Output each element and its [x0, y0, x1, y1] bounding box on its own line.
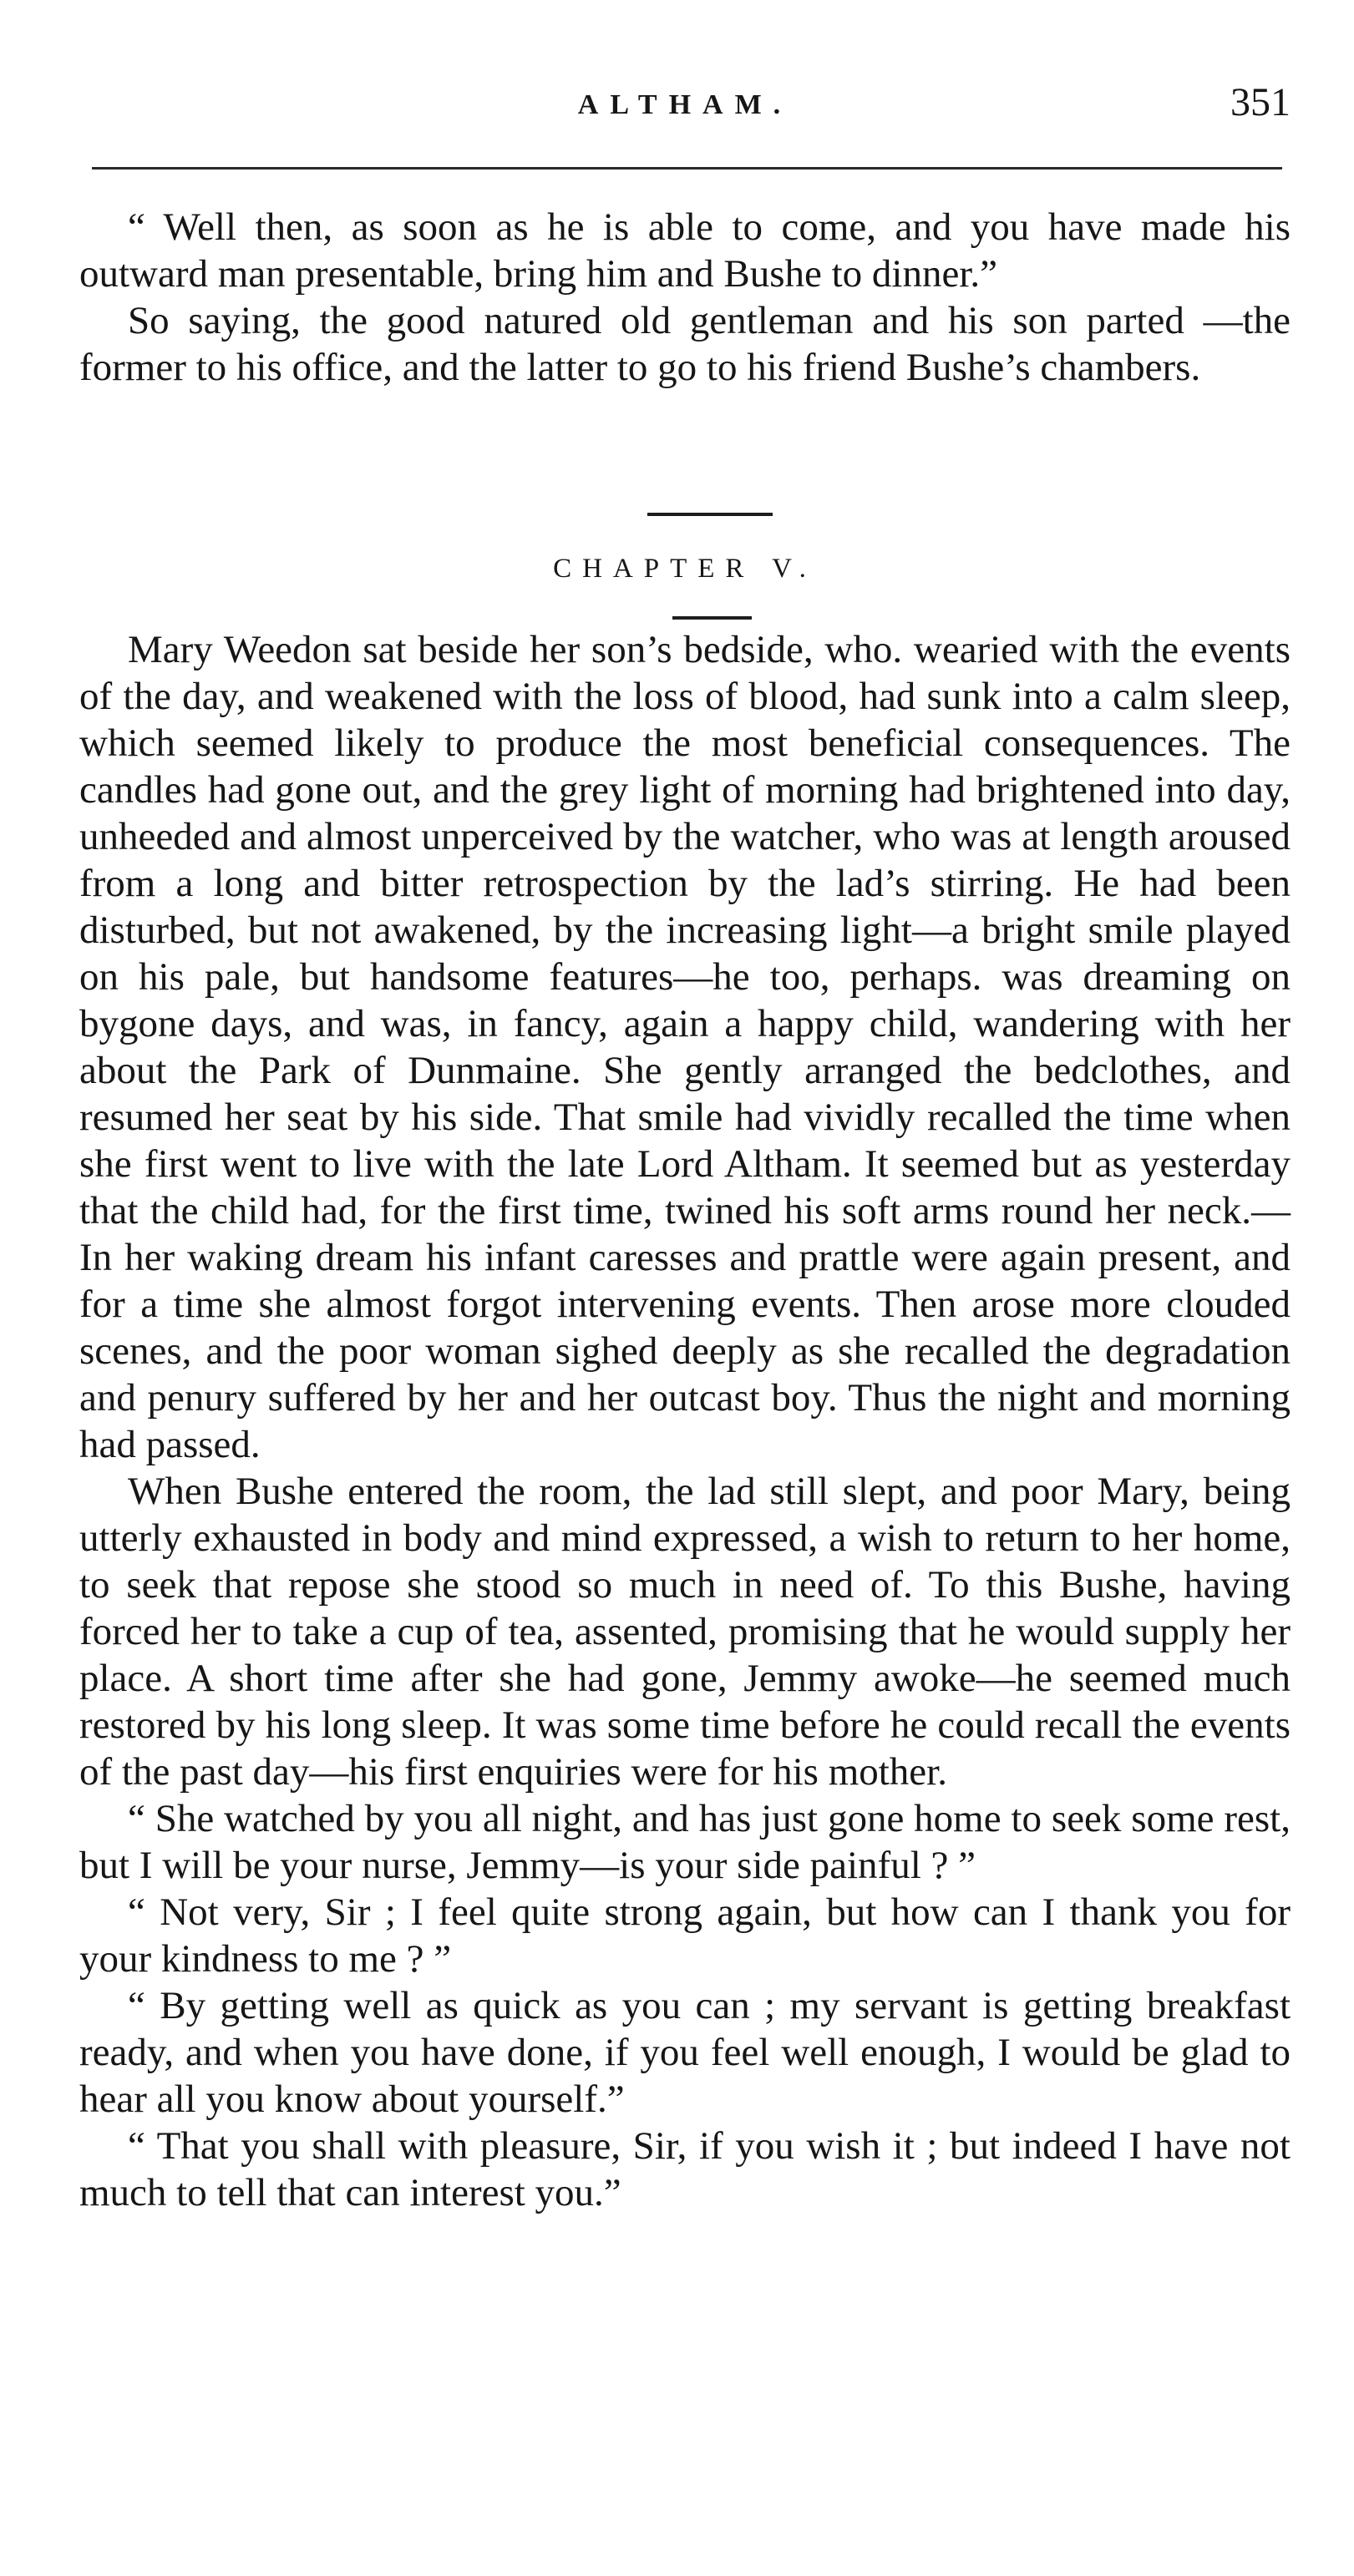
opening-text	[79, 204, 1291, 391]
paragraph: “ Well then, as soon as he is able to come, and you have made his outward man presentable, bring him and Bushe to dinner.”	[79, 205, 1291, 296]
header-rule	[92, 167, 1282, 170]
running-title: ALTHAM.	[577, 89, 793, 120]
paragraph: So saying, the good natured old gentleman and his son parted —the former to his office, and the latter to go to his friend Bushe’s chambers.	[79, 299, 1291, 389]
paragraph: “ By getting well as quick as you can ; my servant is getting breakfast ready, and when you have done, if you feel well enough, I would be glad to hear all you know about yourself.”	[79, 1984, 1291, 2121]
chapter-rule-top	[647, 513, 773, 516]
page-number: 351	[1230, 80, 1291, 124]
paragraph: Mary Weedon sat beside her son’s bedside, who. wearied with the events of the day, and weakened with the loss of blood, had sunk into a calm sleep, which seemed likely to produce the most beneficial consequences. The candles had gone out, and the grey light of morning had brightened into day, unheeded and almost unperceived by the watcher, who was at length aroused from a long and bitter retrospection by the lad’s stirring. He had been disturbed, but not awakened, by the increasing light—a bright smile played on his pale, but handsome features—he too, perhaps. was dreaming on bygone days, and was, in fancy, again a happy child, wandering with her about the Park of Dunmaine. She gently arranged the bedclothes, and resumed her seat by his side. That smile had vividly recalled the time when she first went to live with the late Lord Altham. It seemed but as yesterday that the child had, for the first time, twined his soft arms round her neck.—In her waking dream his infant caresses and prattle were again present, and for a time she almost forgot intervening events. Then arose more clouded scenes, and the poor woman sighed deeply as she recalled the degradation and penury suffered by her and her outcast boy. Thus the night and morning had passed.	[79, 628, 1291, 1466]
paragraph: “ She watched by you all night, and has just gone home to seek some rest, but I will be your nurse, Jemmy—is your side painful ? ”	[79, 1797, 1291, 1887]
paragraph: When Bushe entered the room, the lad still slept, and poor Mary, being utterly exhausted in body and mind expressed, a wish to return to her home, to seek that repose she stood so much in need of. To this Bushe, having forced her to take a cup of tea, assented, promising that he would supply her place. A short time after she had gone, Jemmy awoke—he seemed much restored by his long sleep. It was some time before he could recall the events of the past day—his first enquiries were for his mother.	[79, 1470, 1291, 1794]
running-header	[79, 79, 1291, 138]
paragraph: “ Not very, Sir ; I feel quite strong again, but how can I thank you for your kindness to me ? ”	[79, 1890, 1291, 1981]
chapter-text	[79, 626, 1291, 2216]
paragraph: “ That you shall with pleasure, Sir, if you wish it ; but indeed I have not much to tell that can interest you.”	[79, 2124, 1291, 2214]
chapter-rule-bottom	[672, 616, 752, 620]
chapter-heading: CHAPTER V.	[553, 554, 817, 584]
book-page	[79, 0, 1291, 2576]
